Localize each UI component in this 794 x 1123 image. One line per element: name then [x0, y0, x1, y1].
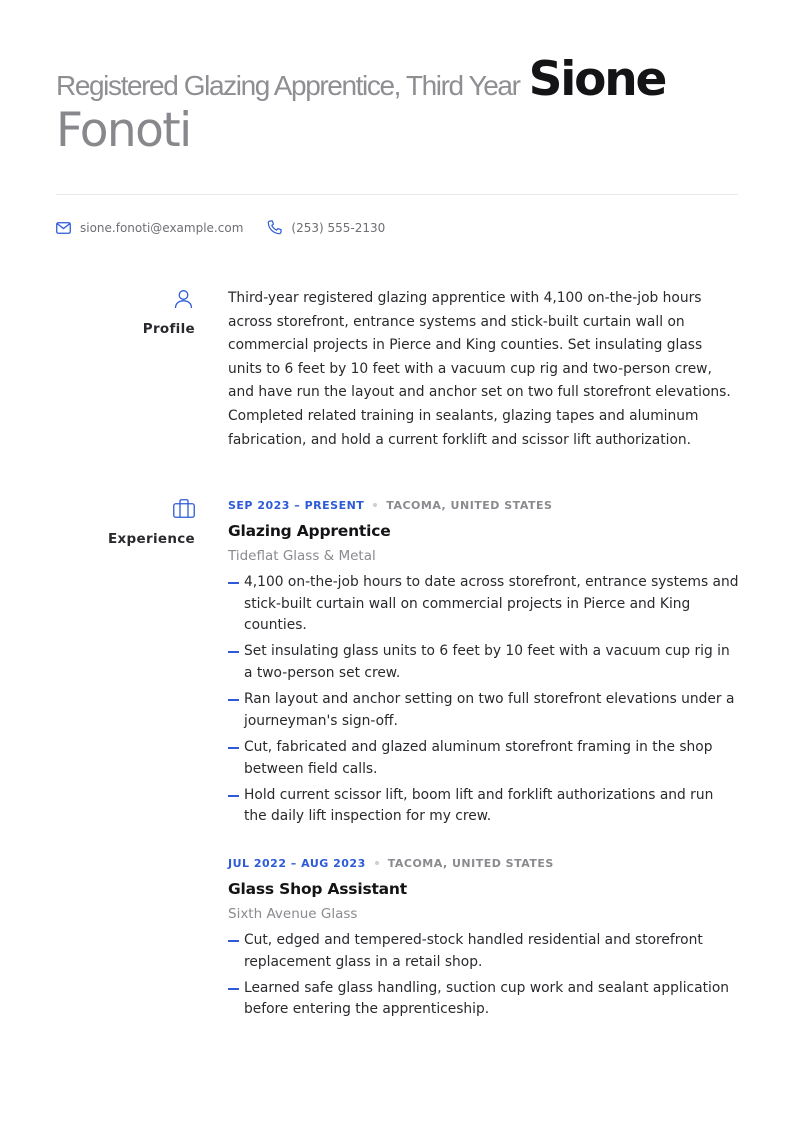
job-title: Glazing Apprentice	[228, 522, 391, 540]
job-location: TACOMA, UNITED STATES	[387, 856, 554, 870]
job-entry	[228, 856, 740, 1026]
dash-icon	[228, 651, 239, 653]
title-line	[56, 52, 746, 107]
dash-icon	[228, 795, 239, 797]
bullet-text: Cut, fabricated and glazed aluminum storefront framing in the shop between field calls.	[244, 738, 713, 777]
job-meta	[228, 498, 740, 512]
job-dates: JUL 2022 – AUG 2023	[228, 856, 366, 870]
profile-summary: Third-year registered glazing apprentice with 4,100 on-the-job hours across storefront, entrance systems and stick-built curtain wall on commercial projects in Pierce and King counties. Set insulating glass units to 6 feet by 10 feet with a vacuum cup rig and two-person crew, and have run the layout and anchor set on two full storefront elevations. Completed related training in sealants, glazing tapes and aluminum fabrication, and hold a current forklift and scissor lift authorization.	[228, 290, 731, 448]
bullet-text: Set insulating glass units to 6 feet by 10 feet with a vacuum cup rig in a two-person set crew.	[244, 643, 730, 681]
user-icon	[174, 289, 193, 309]
job-meta	[228, 856, 740, 870]
bullet-text: Ran layout and anchor setting on two full storefront elevations under a journeyman's sign-off.	[244, 691, 735, 729]
last-name: Fonoti	[56, 103, 191, 158]
separator-dot	[375, 861, 379, 865]
header-divider	[56, 194, 738, 195]
bullet-item	[228, 641, 740, 684]
dash-icon	[228, 988, 239, 990]
email-text: sione.fonoti@example.com	[80, 220, 244, 235]
separator-dot	[373, 503, 377, 507]
phone-icon	[267, 220, 282, 235]
bullet-item	[228, 785, 740, 828]
job-company: Sixth Avenue Glass	[228, 906, 358, 922]
phone-contact[interactable]	[267, 220, 385, 235]
bullet-text: Hold current scissor lift, boom lift and forklift authorizations and run the daily lift inspection for my crew.	[244, 786, 714, 825]
mail-icon	[56, 222, 71, 234]
contact-row	[56, 220, 409, 235]
briefcase-icon	[173, 499, 195, 518]
job-bullets	[228, 930, 740, 1021]
profile-label: Profile	[142, 321, 195, 337]
bullet-item	[228, 689, 740, 732]
job-dates: SEP 2023 – PRESENT	[228, 498, 365, 512]
bullet-item	[228, 978, 740, 1021]
job-title: Glass Shop Assistant	[228, 880, 407, 898]
bullet-item	[228, 737, 740, 780]
dash-icon	[228, 699, 239, 701]
resume-header	[56, 52, 746, 158]
dash-icon	[228, 747, 239, 749]
experience-label: Experience	[108, 531, 195, 547]
bullet-text: Learned safe glass handling, suction cup work and sealant application before entering the apprenticeship.	[244, 979, 729, 1018]
dash-icon	[228, 582, 239, 584]
job-entry	[228, 498, 740, 833]
bullet-item	[228, 930, 740, 973]
job-company: Tideflat Glass & Metal	[228, 548, 376, 564]
headline: Registered Glazing Apprentice, Third Year	[56, 70, 520, 101]
bullet-text: Cut, edged and tempered-stock handled residential and storefront replacement glass in a retail shop.	[244, 932, 703, 970]
phone-text: (253) 555-2130	[291, 220, 386, 235]
job-location: TACOMA, UNITED STATES	[386, 498, 553, 512]
first-name: Sione	[528, 52, 666, 107]
job-bullets	[228, 572, 740, 828]
email-contact[interactable]	[56, 221, 243, 235]
bullet-text: 4,100 on-the-job hours to date across storefront, entrance systems and stick-built curtain wall on commercial projects in Pierce and King counties.	[244, 574, 739, 634]
dash-icon	[228, 940, 239, 942]
bullet-item	[228, 572, 740, 637]
